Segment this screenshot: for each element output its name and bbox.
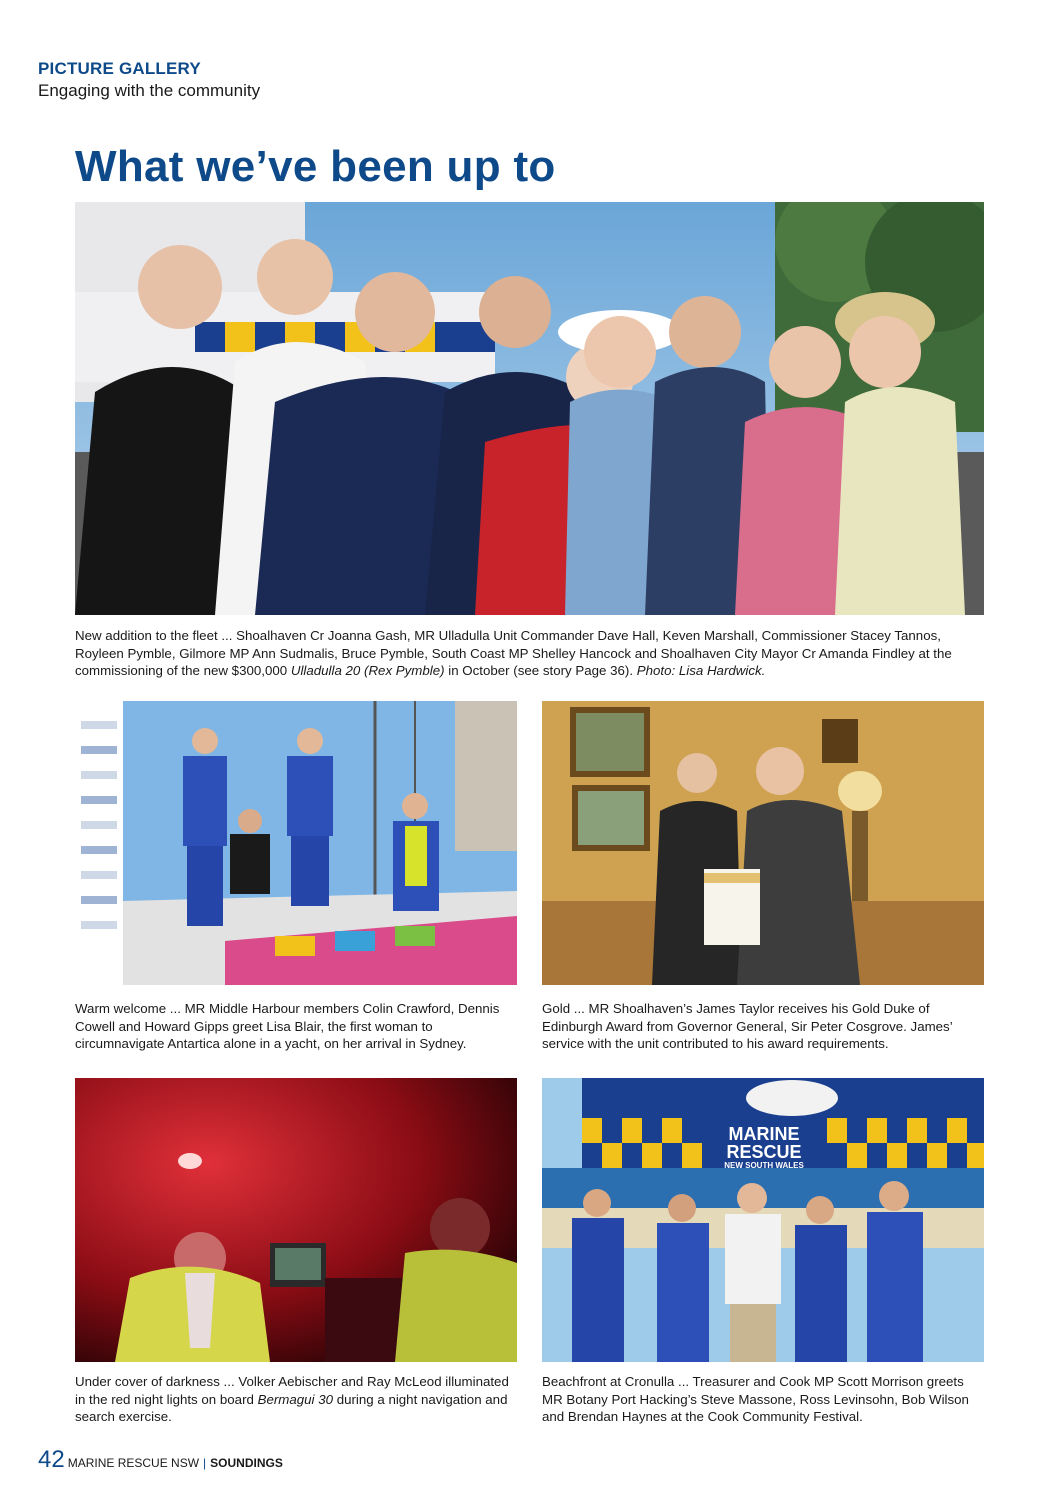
caption-fleet-commissioning: [75, 627, 984, 680]
caption-night-exercise: [75, 1373, 515, 1426]
page-headline: What we’ve been up to: [75, 142, 556, 191]
caption-cronulla-beachfront: Beachfront at Cronulla ... Treasurer and Cook MP Scott Morrison greets MR Botany Port Hacking’s Steve Massone, Ross Levinsohn, Bob Wilson and Brendan Haynes at the Cook Community Festival.: [542, 1374, 969, 1424]
caption-photo-credit: Photo: Lisa Hardwick.: [636, 663, 766, 678]
section-label: PICTURE GALLERY: [38, 59, 201, 78]
caption-boat-name: Ulladulla 20 (Rex Pymble): [290, 663, 445, 678]
caption-text: Under cover of darkness ... Volker Aebischer and Ray McLeod illuminated in the red night lights on board: [75, 1374, 509, 1407]
tent-text-rescue: RESCUE: [726, 1142, 802, 1162]
caption-yacht-welcome: Warm welcome ... MR Middle Harbour members Colin Crawford, Dennis Cowell and Howard Gipps greet Lisa Blair, the first woman to circumnavigate Antartica alone in a yacht, on her arrival in Sydney.: [75, 1001, 500, 1051]
photo-night-exercise: [75, 1078, 517, 1362]
page-footer: [38, 1446, 283, 1474]
caption-boat-name: Bermagui 30: [257, 1391, 333, 1407]
page-number: 42: [38, 1446, 65, 1473]
footer-separator: |: [203, 1456, 207, 1470]
tent-text-nsw: NEW SOUTH WALES: [724, 1161, 804, 1170]
photo-fleet-commissioning: [75, 202, 984, 615]
tent-text-marine: MARINE: [728, 1124, 800, 1144]
photo-cronulla-beachfront: [542, 1078, 984, 1362]
footer-magazine: SOUNDINGS: [210, 1456, 283, 1470]
caption-text: in October (see story Page 36).: [444, 663, 637, 678]
photo-gold-award: [542, 701, 984, 985]
caption-gold-award: Gold ... MR Shoalhaven’s James Taylor receives his Gold Duke of Edinburgh Award from Governor General, Sir Peter Cosgrove. James’ service with the unit contributed to his award requirements.: [542, 1001, 953, 1051]
caption-text: New addition to the fleet ... Shoalhaven Cr Joanna Gash, MR Ulladulla Unit Commander Dave Hall, Keven Marshall, Commissioner Stacey Tannos, Royleen Pymble, Gilmore MP Ann Sudmalis, Bruce Pymble, South Coast MP Shelley Hancock and Shoalhaven City Mayor Cr Amanda Findley at the commissioning of the new $300,000: [75, 628, 952, 678]
section-subtitle: Engaging with the community: [38, 81, 261, 100]
footer-organisation: MARINE RESCUE NSW: [67, 1456, 200, 1470]
photo-yacht-welcome: [75, 701, 517, 985]
caption-text: during a night navigation and search exercise.: [75, 1391, 508, 1424]
